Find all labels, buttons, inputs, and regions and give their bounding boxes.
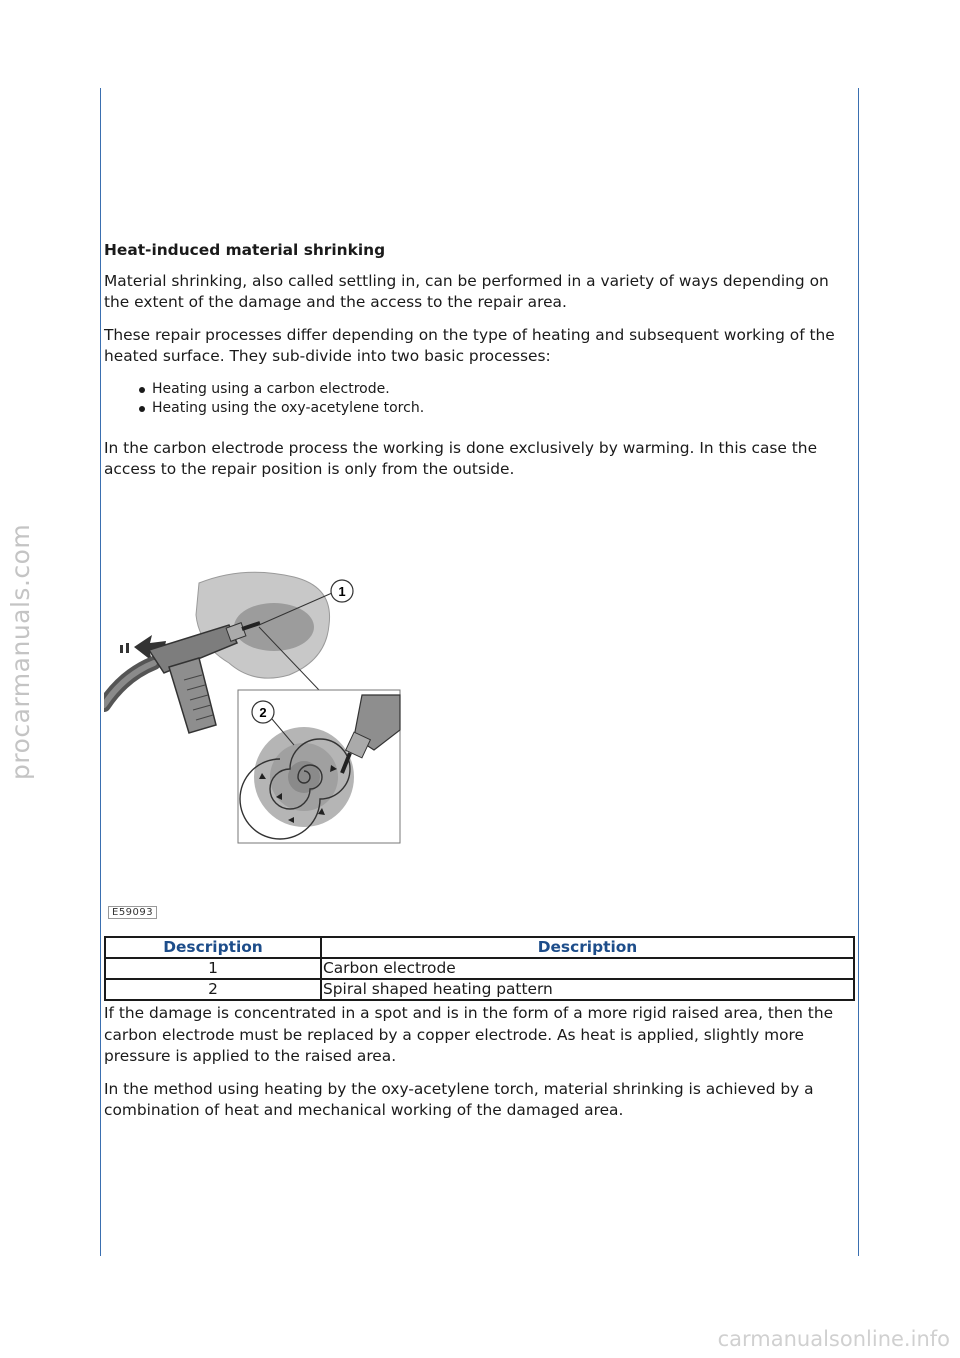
- list-item: Heating using the oxy-acetylene torch.: [152, 399, 856, 418]
- closing-content: [104, 1003, 856, 1133]
- carbon-electrode-illustration: [104, 555, 424, 855]
- table-row: [105, 979, 854, 1000]
- right-margin-rule: [858, 88, 859, 1256]
- table-cell-description: Carbon electrode: [321, 958, 854, 979]
- paragraph-3: In the carbon electrode process the working is done exclusively by warming. In this case the access to the repair position is only from the outside.: [104, 438, 818, 478]
- paragraph-1: Material shrinking, also called settling in, can be performed in a variety of ways depending on the extent of the damage and the access to the repair area.: [104, 271, 829, 311]
- table-row: [105, 958, 854, 979]
- main-content: [104, 240, 856, 492]
- table-cell-description: Spiral shaped heating pattern: [321, 979, 854, 1000]
- left-margin-rule: [100, 88, 101, 1256]
- closing-paragraph-1: If the damage is concentrated in a spot and is in the form of a more rigid raised area, then the carbon electrode must be replaced by a copper electrode. As heat is applied, slightly more pressure is applied to the raised area.: [104, 1004, 834, 1065]
- closing-paragraph-2: In the method using heating by the oxy-acetylene torch, material shrinking is achieved by a combination of heat and mechanical working of the damaged area.: [104, 1079, 814, 1119]
- description-table: [104, 936, 855, 1001]
- table-cell-item: 1: [105, 958, 321, 979]
- table-cell-item: 2: [105, 979, 321, 1000]
- table-header-item: Description: [105, 937, 321, 958]
- process-list: [104, 380, 856, 418]
- list-item: Heating using a carbon electrode.: [152, 380, 856, 399]
- figure-label: E59093: [108, 906, 157, 919]
- section-heading: Heat-induced material shrinking: [104, 241, 386, 259]
- electrode-tool-grip: [169, 658, 216, 733]
- bottom-watermark: carmanualsonline.info: [717, 1327, 950, 1351]
- paragraph-2: These repair processes differ depending on the type of heating and subsequent working of the heated surface. They sub-divide into two basic processes:: [104, 325, 835, 365]
- callout-2: 2: [259, 705, 267, 720]
- table-header-row: [105, 937, 854, 958]
- side-watermark: procarmanuals.com: [6, 523, 35, 780]
- table-header-description: Description: [321, 937, 854, 958]
- callout-1: 1: [338, 584, 346, 599]
